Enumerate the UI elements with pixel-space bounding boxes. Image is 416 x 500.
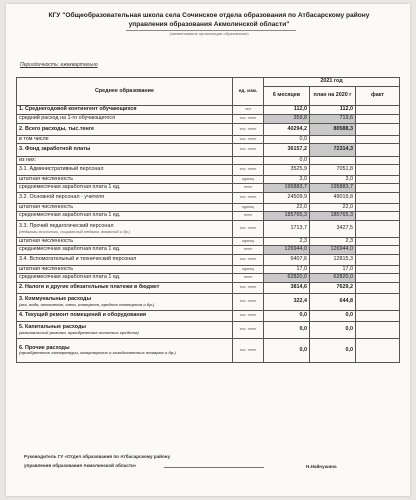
row-value-plan: 3427,5 xyxy=(310,221,356,238)
table-row xyxy=(17,193,400,204)
row-name-cell xyxy=(17,144,233,157)
row-value-6m: 195883,7 xyxy=(264,184,310,193)
row-unit: тыс. тенге xyxy=(233,165,264,176)
table-row xyxy=(17,106,400,115)
row-name: из них: xyxy=(19,156,37,163)
col-header-unit: ед. изм. xyxy=(233,78,264,106)
row-name-cell xyxy=(17,212,233,221)
table-row xyxy=(17,283,400,294)
row-unit: единиц xyxy=(233,238,264,246)
row-unit: чел xyxy=(233,106,264,115)
document-page xyxy=(6,4,410,496)
row-value-plan: 49019,8 xyxy=(310,193,356,204)
row-value-plan: 22,0 xyxy=(310,204,356,212)
finance-table xyxy=(16,77,400,363)
row-name-cell xyxy=(17,204,233,212)
row-value-fact xyxy=(356,184,400,193)
row-name-cell xyxy=(17,266,233,274)
row-name: 3.4. Вспомогательный и технический персонал xyxy=(19,256,137,263)
table-row xyxy=(17,294,400,311)
table-row xyxy=(17,246,400,255)
row-value-fact xyxy=(356,176,400,184)
row-name: 3.1. Административный персонал xyxy=(19,166,104,173)
row-value-fact xyxy=(356,115,400,124)
row-value-fact xyxy=(356,124,400,136)
table-row xyxy=(17,204,400,212)
row-name: штатная численность xyxy=(19,265,74,272)
row-value-plan: 0,0 xyxy=(310,339,356,363)
row-value-fact xyxy=(356,274,400,283)
row-value-6m: 112,0 xyxy=(264,106,310,115)
row-name: среднемесячная заработная плата 1 ед. xyxy=(19,212,121,219)
row-unit: тенге xyxy=(233,246,264,255)
table-row xyxy=(17,255,400,266)
table-row xyxy=(17,266,400,274)
row-unit: тыс. тенге xyxy=(233,283,264,294)
row-name: в том числе xyxy=(19,135,49,142)
header-line-1: КГУ "Общеобразовательная школа села Сочинское отдела образования по Атбасарскому району xyxy=(48,12,370,19)
row-subtitle: (капитальный ремонт, приобретение основных средств) xyxy=(19,329,139,335)
row-value-plan: 0,0 xyxy=(310,311,356,322)
row-value-fact xyxy=(356,283,400,294)
row-name-cell xyxy=(17,221,233,238)
row-value-fact xyxy=(356,311,400,322)
row-value-6m: 3525,9 xyxy=(264,165,310,176)
row-unit: тыс. тенге xyxy=(233,311,264,322)
row-value-fact xyxy=(356,221,400,238)
row-unit: тыс. тенге xyxy=(233,294,264,311)
header-line-2: управления образования Акмолинской области" xyxy=(128,21,290,28)
row-value-plan: 12815,3 xyxy=(310,255,356,266)
row-value-fact xyxy=(356,339,400,363)
row-unit: единиц xyxy=(233,204,264,212)
row-value-6m: 185765,3 xyxy=(264,212,310,221)
row-value-plan: 3,0 xyxy=(310,176,356,184)
table-row xyxy=(17,238,400,246)
row-unit xyxy=(233,157,264,165)
row-value-6m: 0,0 xyxy=(264,339,310,363)
row-value-fact xyxy=(356,204,400,212)
row-value-6m: 36157,2 xyxy=(264,144,310,157)
table-row xyxy=(17,184,400,193)
row-name-cell xyxy=(17,246,233,255)
row-name-cell xyxy=(17,115,233,124)
row-name-cell xyxy=(17,311,233,322)
table-row xyxy=(17,176,400,184)
row-name-cell xyxy=(17,124,233,136)
row-value-plan: 17,0 xyxy=(310,266,356,274)
row-value-6m: 1713,7 xyxy=(264,221,310,238)
row-name-cell xyxy=(17,184,233,193)
col-header-year: 2021 год xyxy=(264,78,400,87)
row-value-6m: 6407,6 xyxy=(264,255,310,266)
row-name-cell xyxy=(17,157,233,165)
row-value-plan: 80588,3 xyxy=(310,124,356,136)
row-unit: тыс. тенге xyxy=(233,255,264,266)
row-value-plan: 2,3 xyxy=(310,238,356,246)
row-name-cell xyxy=(17,255,233,266)
signature-title-1: Руководитель ГУ «Отдел образования по Атбасарскому району xyxy=(24,454,171,459)
col-header-6m: 6 месяцев xyxy=(264,87,310,106)
row-value-plan: 126944,0 xyxy=(310,246,356,255)
row-value-6m: 24509,9 xyxy=(264,193,310,204)
row-value-plan: 72314,3 xyxy=(310,144,356,157)
row-name: среднемесячная заработная плата 1 ед. xyxy=(19,274,121,281)
row-name-cell xyxy=(17,322,233,339)
row-unit: тыс. тенге xyxy=(233,322,264,339)
col-header-fact: факт xyxy=(356,87,400,106)
row-name: штатная численность xyxy=(19,237,74,244)
row-value-6m: 0,0 xyxy=(264,322,310,339)
row-unit: тенге xyxy=(233,274,264,283)
row-name: 2. Всего расходы, тыс.тенге xyxy=(19,125,95,132)
row-value-6m: 2,3 xyxy=(264,238,310,246)
row-value-fact xyxy=(356,157,400,165)
row-unit: тыс. тенге xyxy=(233,193,264,204)
row-value-fact xyxy=(356,266,400,274)
row-name: 4. Текущий ремонт помещений и оборудования xyxy=(19,312,147,319)
row-unit: единиц xyxy=(233,266,264,274)
table-row xyxy=(17,221,400,238)
period-label: Периодичность: ежеквартально xyxy=(20,62,98,68)
table-row xyxy=(17,339,400,363)
row-subtitle: (педагоги-психологи, социальный педагог, вожатый и др.) xyxy=(19,228,131,234)
row-value-6m: 62820,0 xyxy=(264,274,310,283)
row-name: 2. Налоги и другие обязательные платежи в бюджет xyxy=(19,284,160,291)
row-name-cell xyxy=(17,339,233,363)
table-row xyxy=(17,144,400,157)
row-subtitle: (приобретение литературы, канцелярских и хозяйственных товаров и др.) xyxy=(19,350,176,356)
row-value-6m: 0,0 xyxy=(264,157,310,165)
row-name-cell xyxy=(17,193,233,204)
row-value-plan: 62820,0 xyxy=(310,274,356,283)
table-row xyxy=(17,136,400,144)
row-value-plan: 7051,8 xyxy=(310,165,356,176)
row-value-fact xyxy=(356,294,400,311)
row-value-plan xyxy=(310,136,356,144)
row-name: средний расход на 1-го обучающегося xyxy=(19,115,116,122)
table-row xyxy=(17,212,400,221)
row-name: 3.2. Основной персонал - учителя xyxy=(19,194,105,201)
row-unit: тыс. тенге xyxy=(233,124,264,136)
row-value-fact xyxy=(356,136,400,144)
row-name: 3. Коммунальные расходы xyxy=(19,296,92,303)
row-name: 5. Капитальные расходы xyxy=(19,324,86,331)
col-header-name: Среднее образование xyxy=(17,78,233,106)
row-unit: тыс. тенге xyxy=(233,115,264,124)
row-unit: тыс. тенге xyxy=(233,221,264,238)
row-value-6m: 17,0 xyxy=(264,266,310,274)
row-value-plan: 0,0 xyxy=(310,322,356,339)
row-value-6m: 40294,2 xyxy=(264,124,310,136)
row-name: 3. Фонд заработной платы xyxy=(19,146,91,153)
row-name: штатная численность xyxy=(19,203,74,210)
table-row xyxy=(17,157,400,165)
row-unit: тыс. тенге xyxy=(233,144,264,157)
row-value-6m: 126944,0 xyxy=(264,246,310,255)
table-row xyxy=(17,124,400,136)
row-name-cell xyxy=(17,106,233,115)
row-value-6m: 322,4 xyxy=(264,294,310,311)
table-row xyxy=(17,311,400,322)
row-value-fact xyxy=(356,144,400,157)
table-row xyxy=(17,322,400,339)
row-unit: тенге xyxy=(233,184,264,193)
table-row xyxy=(17,274,400,283)
table-row xyxy=(17,165,400,176)
col-header-plan: план на 2020 г xyxy=(310,87,356,106)
row-value-6m: 359,8 xyxy=(264,115,310,124)
row-value-6m: 3,0 xyxy=(264,176,310,184)
signature-title-2: управления образования Акмолинской области» xyxy=(24,463,137,468)
table-row xyxy=(17,115,400,124)
row-name-cell xyxy=(17,165,233,176)
signature-line xyxy=(164,467,264,468)
row-name-cell xyxy=(17,176,233,184)
row-name: среднемесячная заработная плата 1 ед. xyxy=(19,184,121,191)
row-value-plan: 195883,7 xyxy=(310,184,356,193)
row-name: 3.3. Прочий педагогический персонал xyxy=(19,223,114,230)
row-name-cell xyxy=(17,274,233,283)
row-value-fact xyxy=(356,212,400,221)
row-name: 1. Среднегодовой контингент обучающихся xyxy=(19,106,137,113)
row-value-fact xyxy=(356,165,400,176)
row-value-plan: 7629,2 xyxy=(310,283,356,294)
row-value-plan xyxy=(310,157,356,165)
row-unit: тенге xyxy=(233,212,264,221)
row-value-fact xyxy=(356,322,400,339)
row-unit: тыс. тенге xyxy=(233,136,264,144)
row-value-6m: 22,0 xyxy=(264,204,310,212)
row-name: среднемесячная заработная плата 1 ед. xyxy=(19,246,121,253)
row-subtitle: (газ, вода, отопление, свет, интернет, вредное помещения и др.) xyxy=(19,301,155,307)
row-value-plan: 185765,3 xyxy=(310,212,356,221)
signature-name: Н.Найнушина xyxy=(306,464,337,469)
row-value-6m: 3814,6 xyxy=(264,283,310,294)
row-name: штатная численность xyxy=(19,175,74,182)
row-name: 6. Прочие расходы xyxy=(19,344,70,351)
row-value-plan: 644,8 xyxy=(310,294,356,311)
row-name-cell xyxy=(17,136,233,144)
row-name-cell xyxy=(17,238,233,246)
row-name-cell xyxy=(17,294,233,311)
row-value-fact xyxy=(356,255,400,266)
row-name-cell xyxy=(17,283,233,294)
row-value-fact xyxy=(356,246,400,255)
row-unit: тыс. тенге xyxy=(233,339,264,363)
row-value-fact xyxy=(356,193,400,204)
row-value-fact xyxy=(356,238,400,246)
header-caption: (наименование организации образования) xyxy=(169,31,249,36)
row-value-6m: 0,0 xyxy=(264,136,310,144)
row-unit: единиц xyxy=(233,176,264,184)
row-value-plan: 719,6 xyxy=(310,115,356,124)
row-value-plan: 112,0 xyxy=(310,106,356,115)
row-value-6m: 0,0 xyxy=(264,311,310,322)
row-value-fact xyxy=(356,106,400,115)
